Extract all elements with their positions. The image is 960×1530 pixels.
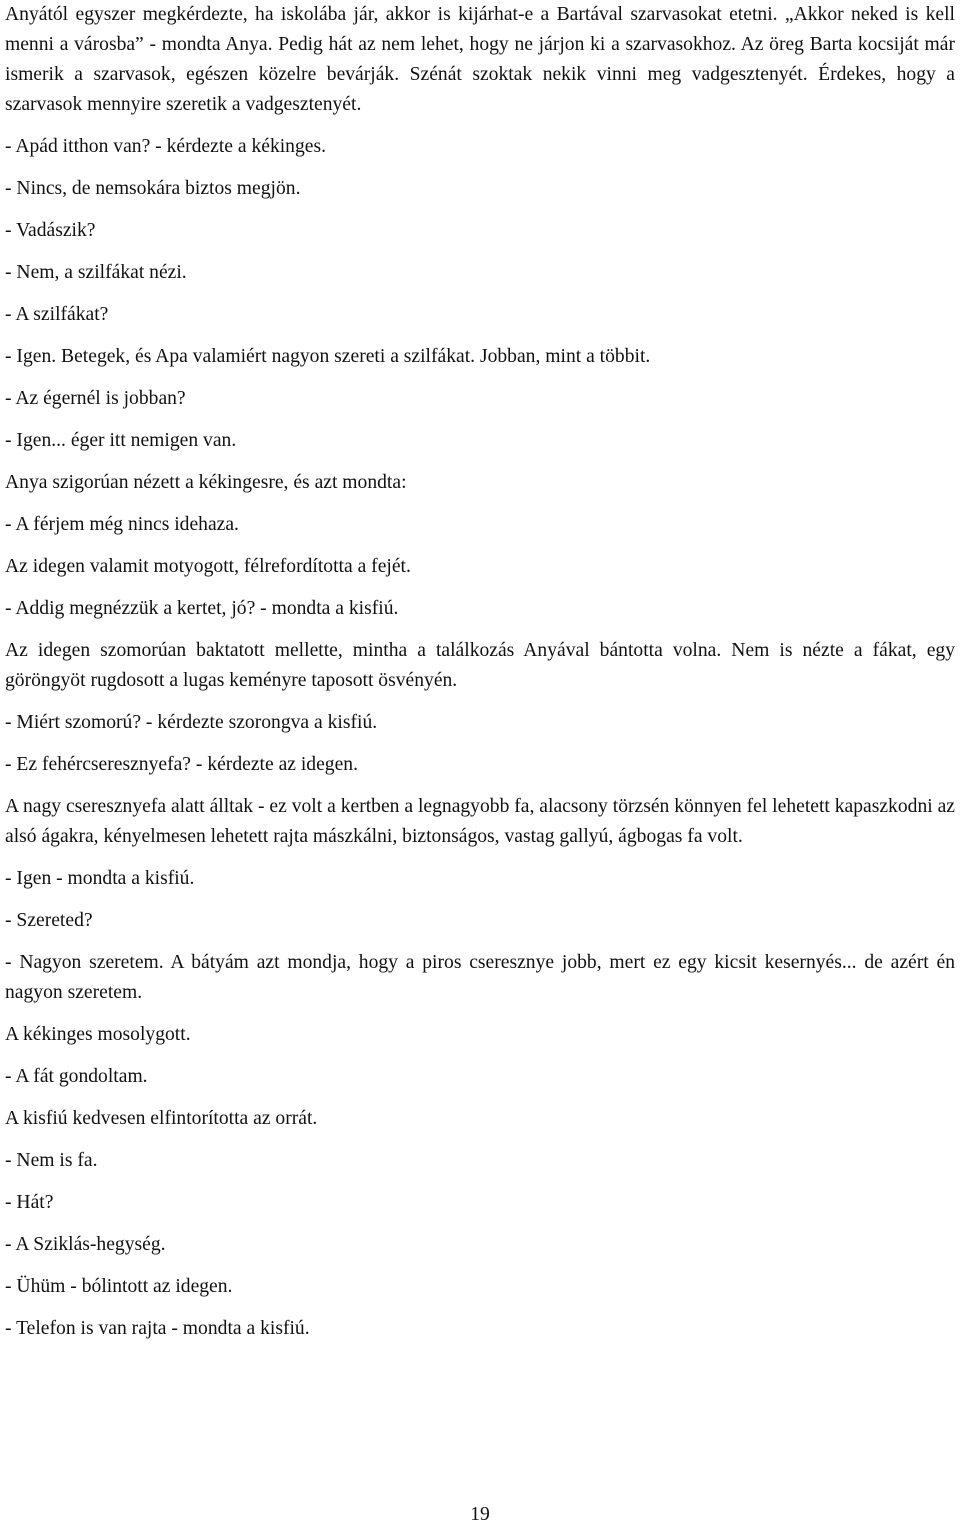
- paragraph: - Szereted?: [5, 910, 93, 931]
- paragraph: - Addig megnézzük a kertet, jó? - mondta a kisfiú.: [5, 598, 399, 619]
- paragraph: - Ühüm - bólintott az idegen.: [5, 1276, 233, 1297]
- paragraph: - Igen - mondta a kisfiú.: [5, 868, 195, 889]
- document-body: [5, 0, 955, 1356]
- paragraph: - Nem, a szilfákat nézi.: [5, 262, 187, 283]
- page-number: 19: [470, 1504, 490, 1525]
- paragraph: - Nem is fa.: [5, 1150, 98, 1171]
- paragraph: - Ez fehércseresznyefa? - kérdezte az idegen.: [5, 754, 358, 775]
- paragraph: - Igen... éger itt nemigen van.: [5, 430, 237, 451]
- paragraph: Anyától egyszer megkérdezte, ha iskolába jár, akkor is kijárhat-e a Bartával szarvasokat etetni. „Akkor neked is kell menni a városba” - mondta Anya. Pedig hát az nem lehet, hogy ne járjon ki a szarvasokhoz. Az öreg Barta kocsiját már ismerik a szarvasok, egészen közelre bevárják. Szénát szoktak nekik vinni meg vadgesztenyét. Érdekes, hogy a szarvasok mennyire szeretik a vadgesztenyét.: [5, 4, 955, 115]
- paragraph: - A fát gondoltam.: [5, 1066, 148, 1087]
- paragraph: A nagy cseresznyefa alatt álltak - ez volt a kertben a legnagyobb fa, alacsony törzsén könnyen fel lehetett kapaszkodni az alsó ágakra, kényelmesen lehetett rajta mászkálni, biztonságos, vastag gallyú, ágbogas fa volt.: [5, 796, 955, 847]
- paragraph: - A férjem még nincs idehaza.: [5, 514, 239, 535]
- paragraph: Az idegen valamit motyogott, félrefordította a fejét.: [5, 556, 411, 577]
- paragraph: - Igen. Betegek, és Apa valamiért nagyon szereti a szilfákat. Jobban, mint a többit.: [5, 346, 651, 367]
- paragraph: Az idegen szomorúan baktatott mellette, mintha a találkozás Anyával bántotta volna. Nem is nézte a fákat, egy göröngyöt rugdosott a lugas keményre taposott ösvényén.: [5, 640, 955, 691]
- paragraph: A kisfiú kedvesen elfintorította az orrát.: [5, 1108, 318, 1129]
- paragraph: - Telefon is van rajta - mondta a kisfiú.: [5, 1318, 310, 1339]
- paragraph: - A Sziklás-hegység.: [5, 1234, 166, 1255]
- paragraph: - A szilfákat?: [5, 304, 109, 325]
- paragraph: Anya szigorúan nézett a kékingesre, és azt mondta:: [5, 472, 407, 493]
- paragraph: - Apád itthon van? - kérdezte a kékinges.: [5, 136, 327, 157]
- paragraph: - Hát?: [5, 1192, 54, 1213]
- paragraph: - Miért szomorú? - kérdezte szorongva a kisfiú.: [5, 712, 378, 733]
- paragraph: - Az égernél is jobban?: [5, 388, 186, 409]
- paragraph: - Nagyon szeretem. A bátyám azt mondja, hogy a piros cseresznye jobb, mert ez egy kicsit kesernyés... de azért én nagyon szeretem.: [5, 952, 955, 1003]
- paragraph: A kékinges mosolygott.: [5, 1024, 191, 1045]
- paragraph: - Vadászik?: [5, 220, 96, 241]
- paragraph: - Nincs, de nemsokára biztos megjön.: [5, 178, 301, 199]
